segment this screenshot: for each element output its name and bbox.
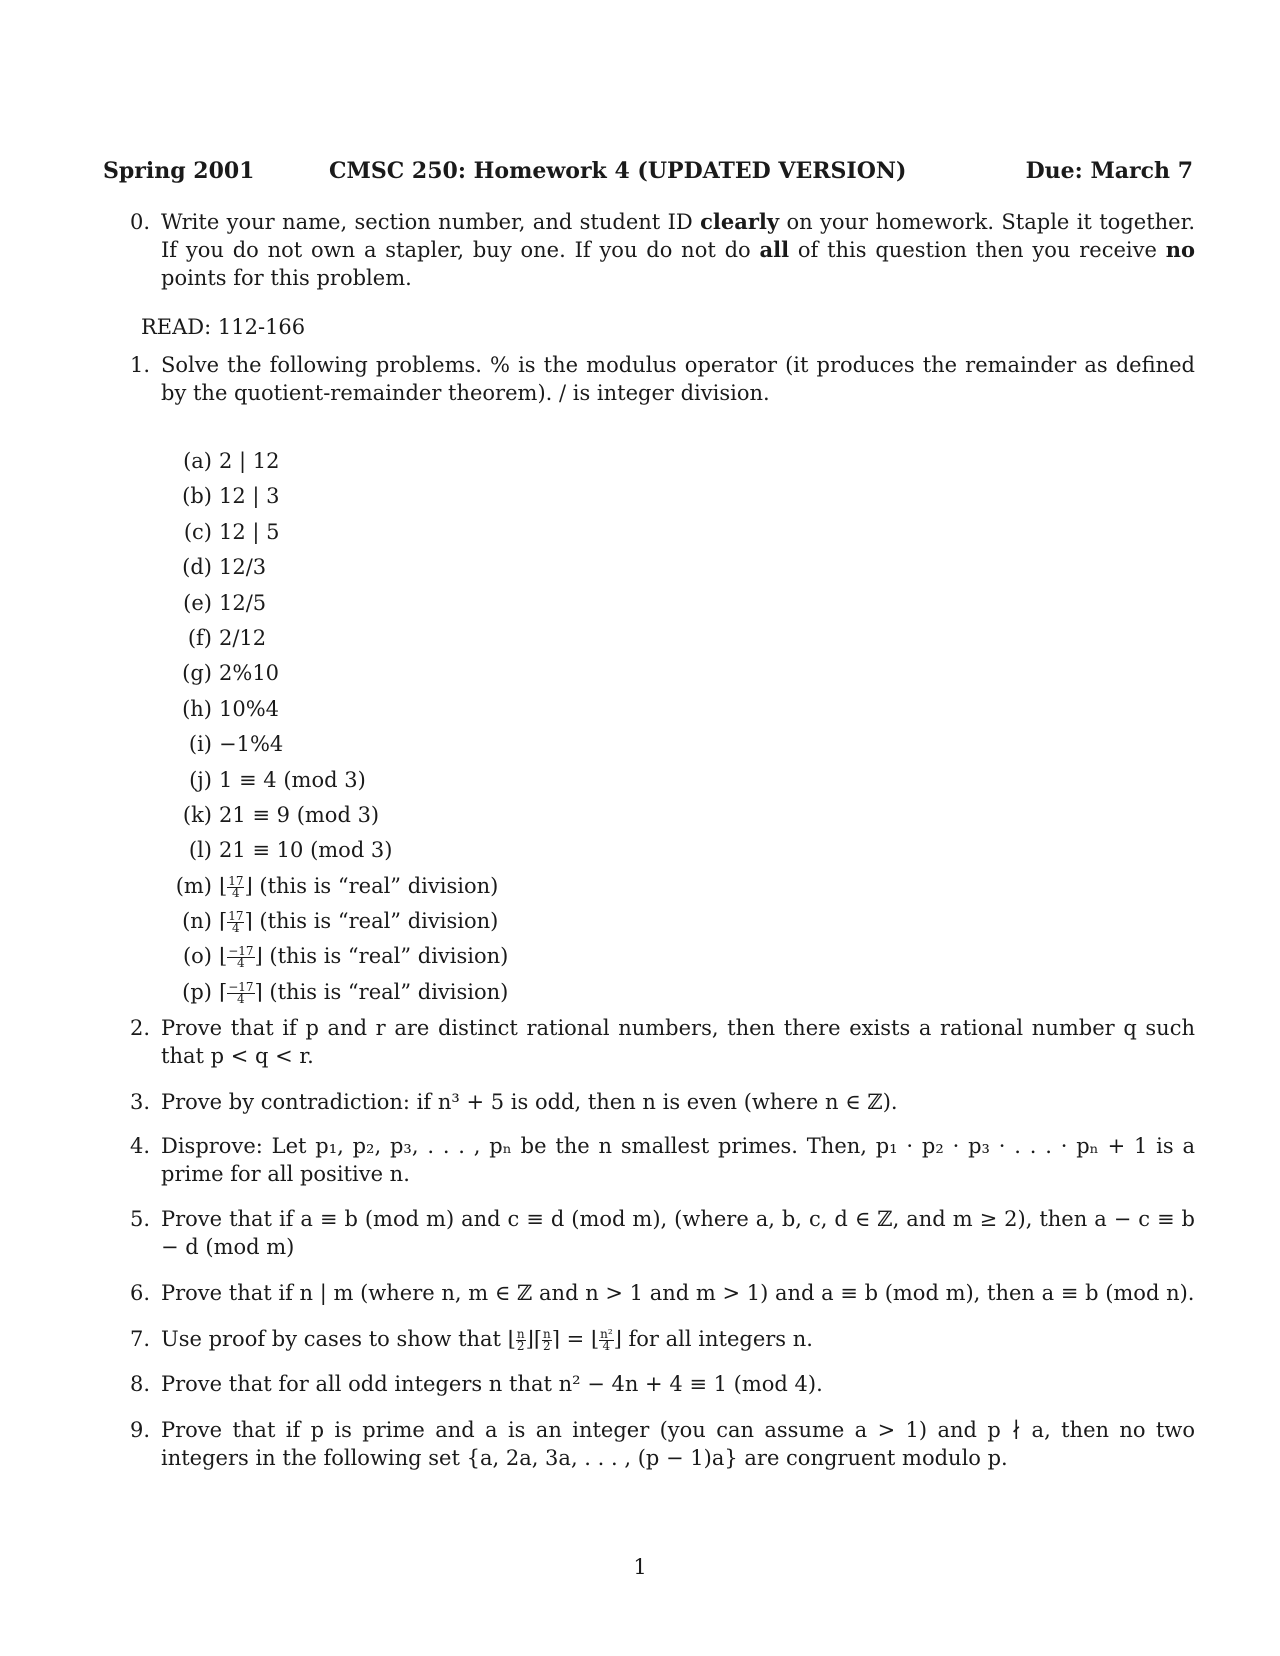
list-item: (c) 12 | 5 bbox=[183, 519, 280, 544]
fraction: $\frac{\text{n²}}{4}$ bbox=[600, 1327, 613, 1353]
problem-number: 4. bbox=[130, 1134, 151, 1158]
list-item: (i) −1%4 bbox=[188, 732, 284, 757]
list-item: (k) 21 ≡ 9 (mod 3) bbox=[182, 802, 380, 827]
fraction: $\frac{-17}{4}$ bbox=[228, 979, 254, 1006]
list-item: (p) ⌈ $\frac{-17}{4}$ ⌉ (this is “real” division) bbox=[182, 979, 509, 1006]
list-item: (l) 21 ≡ 10 (mod 3) bbox=[188, 838, 393, 863]
problem-4 bbox=[130, 1132, 1195, 1188]
problem-number: 5. bbox=[130, 1207, 151, 1231]
emphasis-no: no bbox=[1165, 237, 1195, 262]
problem-6 bbox=[130, 1279, 1195, 1307]
list-item: (h) 10%4 bbox=[182, 696, 280, 721]
problem-text: Prove that for all odd integers n that n² − 4n + 4 ≡ 1 (mod 4). bbox=[161, 1372, 823, 1396]
problem-text: Prove that if p and r are distinct rational numbers, then there exists a rational number q such that p < q < r. bbox=[161, 1016, 1195, 1068]
page-number: 1 bbox=[633, 1555, 647, 1579]
problem-number: 1. bbox=[130, 353, 151, 377]
list-item: (j) 1 ≡ 4 (mod 3) bbox=[189, 767, 366, 792]
fraction: $\frac{17}{4}$ bbox=[228, 873, 244, 900]
problem-number: 8. bbox=[130, 1372, 151, 1396]
problem-text: Solve the following problems. % is the modulus operator (it produces the remainder as defined by the quotient-remainder theorem). / is integer division. bbox=[161, 353, 1195, 405]
problem-number: 7. bbox=[130, 1327, 151, 1351]
problem-text: Use proof by cases to show that ⌊ $\frac{n}{2}$ ⌋⌈ $\frac{n}{2}$ ⌉ = ⌊ $\frac{\text{n²}}{4}$ ⌋ for all integers n. bbox=[161, 1327, 813, 1353]
list-item: (e) 12/5 bbox=[183, 590, 267, 615]
problem-text: Prove that if p is prime and a is an integer (you can assume a > 1) and p ∤ a, then no two integers in the following set {a, 2a, 3a, . . . , (p − 1)a} are congruent modulo p. bbox=[161, 1418, 1195, 1470]
list-item: (n) ⌈ $\frac{17}{4}$ ⌉ (this is “real” division) bbox=[182, 909, 499, 936]
problem-text: Write your name, section number, and student ID clearly on your homework. Staple it together. If you do not own a stapler, buy one. If you do not do all of this question then you receive no points for this problem. bbox=[161, 209, 1195, 290]
reading-assignment: READ: 112-166 bbox=[141, 315, 306, 339]
fraction: $\frac{n}{2}$ bbox=[543, 1327, 551, 1353]
problem-5 bbox=[130, 1205, 1195, 1261]
list-item: (b) 12 | 3 bbox=[182, 484, 280, 509]
problem-text: Disprove: Let p₁, p₂, p₃, . . . , pₙ be the n smallest primes. Then, p₁ · p₂ · p₃ · . . . · pₙ + 1 is a prime for all positive n. bbox=[161, 1134, 1195, 1186]
problem-0 bbox=[130, 208, 1195, 292]
problem-number: 9. bbox=[130, 1418, 151, 1442]
list-item: (d) 12/3 bbox=[182, 555, 267, 580]
fraction: $\frac{17}{4}$ bbox=[228, 909, 244, 936]
problem-1 bbox=[130, 351, 1195, 407]
fraction: $\frac{n}{2}$ bbox=[516, 1327, 525, 1353]
fraction: $\frac{-17}{4}$ bbox=[228, 944, 254, 971]
problem-8 bbox=[130, 1370, 1195, 1398]
problem-number: 0. bbox=[130, 210, 151, 234]
list-item: (o) ⌊ $\frac{-17}{4}$ ⌋ (this is “real” division) bbox=[182, 944, 509, 971]
term-label: Spring 2001 bbox=[103, 158, 255, 184]
problem-text: Prove that if n | m (where n, m ∈ ℤ and n > 1 and m > 1) and a ≡ b (mod m), then a ≡ b (mod n). bbox=[161, 1281, 1195, 1305]
list-item: (m) ⌊ $\frac{17}{4}$ ⌋ (this is “real” division) bbox=[175, 873, 499, 900]
page-title: CMSC 250: Homework 4 (UPDATED VERSION) bbox=[329, 158, 907, 184]
problem-2 bbox=[130, 1014, 1195, 1070]
problem-9 bbox=[130, 1416, 1195, 1472]
problem-number: 6. bbox=[130, 1281, 151, 1305]
emphasis-clearly: clearly bbox=[700, 209, 780, 234]
problem-text: Prove that if a ≡ b (mod m) and c ≡ d (mod m), (where a, b, c, d ∈ ℤ, and m ≥ 2), then a − c ≡ b − d (mod m) bbox=[161, 1207, 1195, 1259]
problem-1-parts bbox=[158, 444, 508, 1010]
list-item: (g) 2%10 bbox=[182, 661, 280, 686]
document-header bbox=[103, 157, 1193, 191]
list-item: (f) 2/12 bbox=[187, 625, 267, 650]
problem-text: Prove by contradiction: if n³ + 5 is odd, then n is even (where n ∈ ℤ). bbox=[161, 1090, 898, 1114]
problem-7 bbox=[130, 1325, 1195, 1353]
emphasis-all: all bbox=[759, 237, 790, 262]
due-date: Due: March 7 bbox=[1025, 158, 1193, 184]
list-item: (a) 2 | 12 bbox=[183, 449, 280, 473]
problem-number: 3. bbox=[130, 1090, 151, 1114]
problem-3 bbox=[130, 1088, 1195, 1116]
problem-number: 2. bbox=[130, 1016, 151, 1040]
